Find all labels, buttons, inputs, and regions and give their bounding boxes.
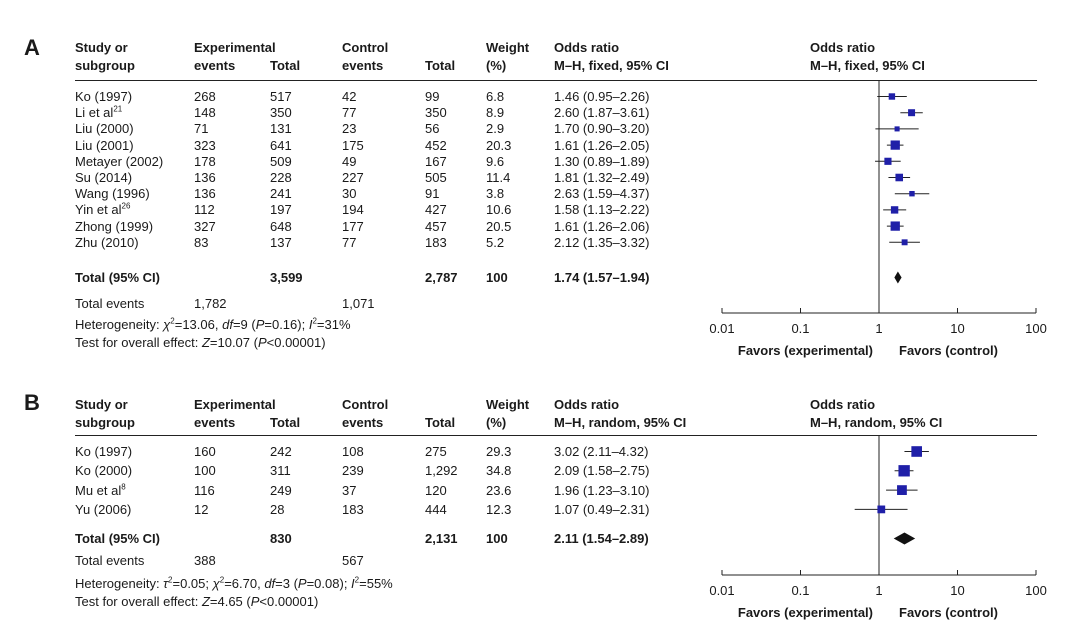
total-label: Total (95% CI) bbox=[75, 270, 160, 285]
plot-subtitle: M–H, fixed, 95% CI bbox=[810, 58, 925, 73]
ctrl-total: 99 bbox=[425, 89, 440, 104]
header-weight: Weight bbox=[486, 397, 530, 412]
citation-ref: 26 bbox=[121, 202, 131, 212]
x-tick-label: 10 bbox=[950, 583, 965, 598]
exp-events: 112 bbox=[194, 202, 215, 218]
header-exp-total: Total bbox=[270, 58, 301, 73]
header-ctrl-events: events bbox=[342, 415, 384, 430]
study-name: Zhong (1999) bbox=[75, 218, 154, 234]
odds-ratio-ci: 2.60 (1.87–3.61) bbox=[554, 105, 650, 121]
odds-ratio-ci: 1.96 (1.23–3.10) bbox=[554, 482, 650, 498]
total-ctrl: 2,131 bbox=[425, 531, 458, 546]
exp-total: 28 bbox=[270, 501, 285, 517]
pooled-effect-diamond bbox=[894, 533, 915, 545]
weight: 9.6 bbox=[486, 153, 505, 169]
exp-events: 268 bbox=[194, 89, 216, 104]
ctrl-total: 505 bbox=[425, 170, 447, 185]
effect-marker bbox=[911, 446, 922, 457]
heterogeneity-stats: Heterogeneity: $\tau^2=0.05$; $\chi^2=6.70$, df=3 (P=0.08); $I^2=55\%$ bbox=[75, 575, 393, 591]
plot-title: Odds ratio bbox=[810, 40, 876, 55]
exp-events: 100 bbox=[194, 463, 216, 479]
exp-total: 197 bbox=[270, 202, 292, 218]
weight: 20.5 bbox=[486, 218, 512, 234]
exp-total: 137 bbox=[270, 234, 292, 250]
header-study: Study or bbox=[75, 40, 128, 55]
exp-events: 83 bbox=[194, 234, 209, 250]
total-exp: 3,599 bbox=[270, 270, 303, 285]
exp-events: 323 bbox=[194, 137, 216, 153]
exp-total: 509 bbox=[270, 153, 292, 169]
study-name: Yin et $al^{26}$ bbox=[75, 202, 131, 218]
x-tick-label: 0.1 bbox=[791, 321, 810, 336]
weight: 3.8 bbox=[486, 186, 505, 202]
ctrl-total: 444 bbox=[425, 501, 447, 517]
weight: 12.3 bbox=[486, 501, 512, 517]
exp-events: 136 bbox=[194, 186, 216, 202]
header-odds-ratio: Odds ratio bbox=[554, 40, 620, 55]
x-tick-label: 100 bbox=[1025, 321, 1047, 336]
header-weight: Weight bbox=[486, 40, 530, 55]
odds-ratio-ci: 3.02 (2.11–4.32) bbox=[554, 444, 649, 459]
effect-marker bbox=[897, 485, 907, 495]
ctrl-total: 120 bbox=[425, 482, 447, 498]
odds-ratio-ci: 1.81 (1.32–2.49) bbox=[554, 170, 650, 185]
study-name: Li et $al^{21}$ bbox=[75, 104, 123, 121]
header-odds-ratio: Odds ratio bbox=[554, 397, 620, 412]
odds-ratio-ci: 1.46 (0.95–2.26) bbox=[554, 89, 650, 104]
total-exp: 830 bbox=[270, 531, 292, 546]
exp-events: 327 bbox=[194, 218, 216, 234]
study-name: Zhu (2010) bbox=[75, 234, 139, 250]
study-name: Su (2014) bbox=[75, 170, 133, 185]
study-name: Ko (1997) bbox=[75, 89, 133, 104]
study-name: Liu (2001) bbox=[75, 137, 134, 153]
weight: 20.3 bbox=[486, 137, 512, 153]
weight: 23.6 bbox=[486, 482, 512, 498]
header-or-method: M–H, random, 95% CI bbox=[554, 415, 687, 430]
overall-effect-test: Test for overall effect: Z=4.65 (P<0.00001) bbox=[75, 594, 319, 609]
exp-total: 228 bbox=[270, 170, 292, 185]
header-subgroup: subgroup bbox=[75, 415, 135, 430]
total-events-label: Total events bbox=[75, 296, 145, 311]
exp-events: 71 bbox=[194, 121, 209, 137]
total-ci: 2.11 (1.54–2.89) bbox=[554, 531, 649, 546]
citation-ref: 21 bbox=[113, 104, 123, 114]
ctrl-events: 239 bbox=[342, 463, 364, 479]
x-tick-label: 100 bbox=[1025, 583, 1047, 598]
exp-total: 242 bbox=[270, 444, 292, 459]
exp-total: 648 bbox=[270, 218, 292, 234]
ctrl-total: 183 bbox=[425, 234, 447, 250]
exp-total: 517 bbox=[270, 89, 292, 104]
ctrl-events: 77 bbox=[342, 234, 357, 250]
header-experimental: Experimental bbox=[194, 397, 276, 412]
exp-events: 178 bbox=[194, 153, 216, 169]
odds-ratio-ci: 1.61 (1.26–2.05) bbox=[554, 137, 650, 153]
x-tick-label: 0.01 bbox=[709, 321, 735, 336]
total-ci: 1.74 (1.57–1.94) bbox=[554, 270, 650, 285]
panel-letter: A bbox=[24, 35, 40, 60]
citation-ref: 8 bbox=[121, 482, 126, 492]
header-weight-unit: (%) bbox=[486, 58, 507, 73]
exp-total: 641 bbox=[270, 137, 292, 153]
study-name: Ko (1997) bbox=[75, 444, 133, 459]
odds-ratio-ci: 2.12 (1.35–3.32) bbox=[554, 234, 650, 250]
plot-title: Odds ratio bbox=[810, 397, 876, 412]
ctrl-events: 42 bbox=[342, 89, 357, 104]
odds-ratio-ci: 1.70 (0.90–3.20) bbox=[554, 121, 650, 137]
total-events-ctrl: 1,071 bbox=[342, 296, 375, 311]
x-tick-label: 1 bbox=[875, 321, 883, 336]
ctrl-total: 427 bbox=[425, 202, 447, 218]
ctrl-total: 457 bbox=[425, 218, 447, 234]
header-exp-events: events bbox=[194, 415, 236, 430]
exp-total: 350 bbox=[270, 105, 292, 121]
exp-total: 311 bbox=[270, 463, 291, 479]
ctrl-total: 275 bbox=[425, 444, 447, 459]
ctrl-events: 227 bbox=[342, 170, 364, 185]
exp-total: 131 bbox=[270, 121, 292, 137]
header-ctrl-events: events bbox=[342, 58, 384, 73]
favors-control-label: Favors (control) bbox=[899, 605, 998, 620]
total-weight: 100 bbox=[486, 531, 508, 546]
total-ctrl: 2,787 bbox=[425, 270, 458, 285]
total-events-label: Total events bbox=[75, 553, 145, 568]
x-tick-label: 0.01 bbox=[709, 583, 735, 598]
ctrl-total: 452 bbox=[425, 137, 447, 153]
weight: 29.3 bbox=[486, 444, 512, 459]
header-experimental: Experimental bbox=[194, 40, 276, 55]
overall-effect-test: Test for overall effect: Z=10.07 (P<0.00001) bbox=[75, 335, 326, 350]
study-name: Metayer (2002) bbox=[75, 153, 164, 169]
header-weight-unit: (%) bbox=[486, 415, 507, 430]
total-events-exp: 1,782 bbox=[194, 296, 227, 311]
total-label: Total (95% CI) bbox=[75, 531, 160, 546]
ctrl-events: 177 bbox=[342, 218, 364, 234]
x-tick-label: 1 bbox=[875, 583, 883, 598]
weight: 11.4 bbox=[486, 170, 511, 185]
header-ctrl-total: Total bbox=[425, 58, 456, 73]
effect-marker bbox=[898, 465, 909, 476]
heterogeneity-stats: Heterogeneity: $\chi^2=13.06$, df=9 (P=0.16); $I^2=31\%$ bbox=[75, 316, 351, 332]
ctrl-events: 23 bbox=[342, 121, 357, 137]
x-tick-label: 10 bbox=[950, 321, 965, 336]
study-name: Mu et $al^8$ bbox=[75, 482, 126, 498]
header-exp-total: Total bbox=[270, 415, 301, 430]
header-study: Study or bbox=[75, 397, 128, 412]
ctrl-events: 175 bbox=[342, 137, 364, 153]
favors-control-label: Favors (control) bbox=[899, 343, 998, 358]
header-control: Control bbox=[342, 397, 389, 412]
ctrl-total: 350 bbox=[425, 105, 447, 121]
study-name: Liu (2000) bbox=[75, 121, 134, 137]
total-events-exp: 388 bbox=[194, 553, 216, 568]
study-name: Yu (2006) bbox=[75, 501, 132, 517]
exp-events: 12 bbox=[194, 501, 209, 517]
header-subgroup: subgroup bbox=[75, 58, 135, 73]
header-or-method: M–H, fixed, 95% CI bbox=[554, 58, 669, 73]
ctrl-total: 91 bbox=[425, 186, 440, 202]
favors-experimental-label: Favors (experimental) bbox=[737, 343, 873, 358]
ctrl-events: 194 bbox=[342, 202, 364, 218]
exp-events: 136 bbox=[194, 170, 216, 185]
odds-ratio-ci: 2.63 (1.59–4.37) bbox=[554, 186, 650, 202]
total-events-ctrl: 567 bbox=[342, 553, 364, 568]
header-exp-events: events bbox=[194, 58, 236, 73]
exp-total: 241 bbox=[270, 186, 292, 202]
plot-subtitle: M–H, random, 95% CI bbox=[810, 415, 943, 430]
exp-events: 160 bbox=[194, 444, 216, 459]
header-ctrl-total: Total bbox=[425, 415, 456, 430]
odds-ratio-ci: 1.30 (0.89–1.89) bbox=[554, 153, 650, 169]
ctrl-events: 49 bbox=[342, 153, 357, 169]
x-tick-label: 0.1 bbox=[791, 583, 810, 598]
odds-ratio-ci: 1.58 (1.13–2.22) bbox=[554, 202, 650, 218]
effect-marker bbox=[877, 506, 885, 514]
weight: 10.6 bbox=[486, 202, 512, 218]
odds-ratio-ci: 1.61 (1.26–2.06) bbox=[554, 218, 650, 234]
ctrl-events: 77 bbox=[342, 105, 357, 121]
odds-ratio-ci: 1.07 (0.49–2.31) bbox=[554, 501, 650, 517]
weight: 8.9 bbox=[486, 105, 505, 121]
weight: 2.9 bbox=[486, 121, 505, 137]
exp-events: 148 bbox=[194, 105, 216, 121]
total-weight: 100 bbox=[486, 270, 508, 285]
panel-letter: B bbox=[24, 390, 40, 415]
study-name: Ko (2000) bbox=[75, 463, 133, 479]
exp-events: 116 bbox=[194, 482, 215, 498]
odds-ratio-ci: 2.09 (1.58–2.75) bbox=[554, 463, 650, 479]
ctrl-events: 30 bbox=[342, 186, 357, 202]
exp-total: 249 bbox=[270, 482, 292, 498]
weight: 6.8 bbox=[486, 89, 505, 104]
ctrl-total: 167 bbox=[425, 153, 447, 169]
ctrl-events: 37 bbox=[342, 482, 357, 498]
header-control: Control bbox=[342, 40, 389, 55]
study-name: Wang (1996) bbox=[75, 186, 150, 202]
weight: 5.2 bbox=[486, 234, 505, 250]
favors-experimental-label: Favors (experimental) bbox=[737, 605, 873, 620]
ctrl-events: 183 bbox=[342, 501, 364, 517]
ctrl-total: 56 bbox=[425, 121, 440, 137]
weight: 34.8 bbox=[486, 463, 512, 479]
ctrl-events: 108 bbox=[342, 444, 364, 459]
ctrl-total: 1,292 bbox=[425, 463, 458, 479]
